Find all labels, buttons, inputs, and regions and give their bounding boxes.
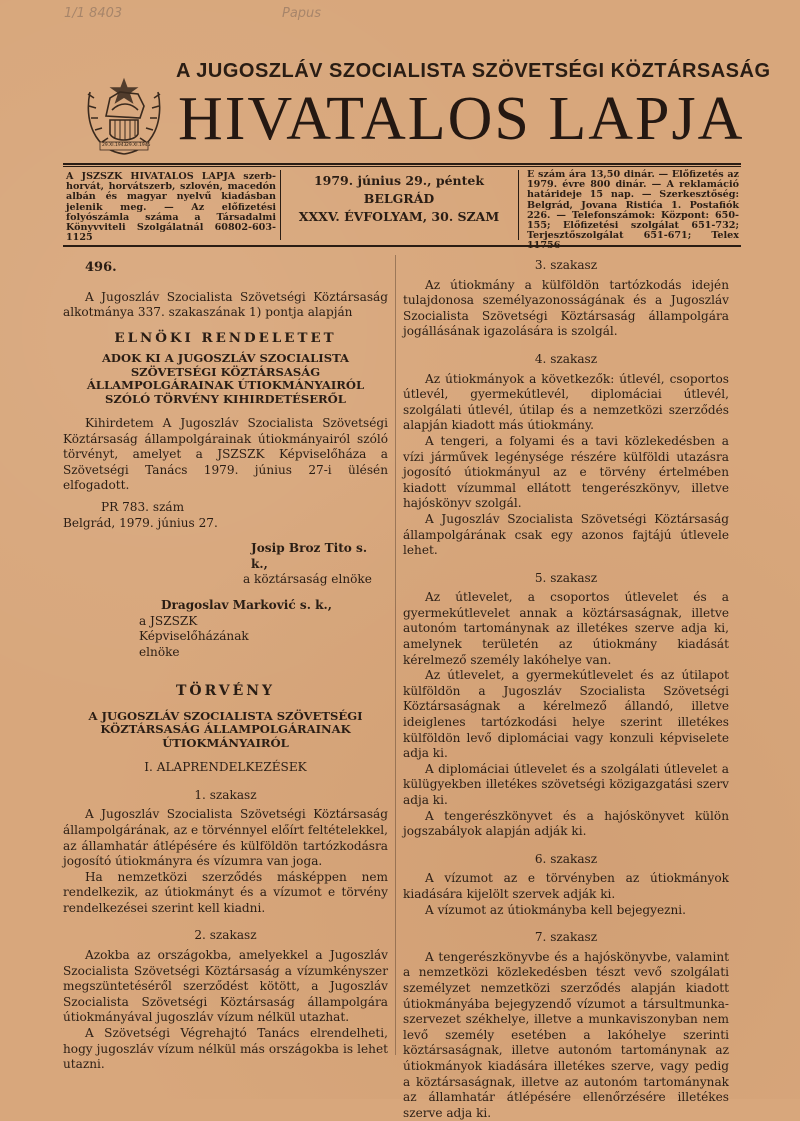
law-title: TÖRVÉNY <box>175 683 276 700</box>
header-bottom-rule <box>63 245 741 247</box>
section-5-paragraph-4: A tengerészkönyvet és a hajóskönyvet külön jogszabályok alapján adják ki. <box>403 808 729 839</box>
header-left-info: A JSZSZK HIVATALOS LAPJA szerb-horvát, horvátszerb, szlovén, macedón albán és magyar nyelvű kiadásban jelenik meg. — Az előfizetési folyószámla száma a Társadalmi Könyvviteli Szolgálatnál 60802-603-1125 <box>66 171 276 244</box>
section-1-label: 1. szakasz <box>194 787 257 802</box>
decree-heading: ADOK KI A JUGOSZLÁV SZOCIALISTA SZÖVETSÉGI KÖZTÁRSASÁG ÁLLAMPOLGÁRAINAK ÚTIOKMÁNYAIRÓL SZÓLÓ TÖRVÉNY KIHIRDETÉSERŐL <box>86 351 365 406</box>
place-date: Belgrád, 1979. június 27. <box>63 515 218 530</box>
part-1-heading: I. ALAPRENDELKEZÉSEK <box>144 760 307 775</box>
section-1-paragraph-2: Ha nemzetközi szerződés másképpen nem rendelkezik, az útiokmányt és a vízumot e törvény rendelkezései szerint kell kiadni. <box>63 869 388 915</box>
issue-city: BELGRÁD <box>363 191 435 206</box>
section-6-paragraph-2: A vízumot az útiokmányba kell bejegyezni. <box>425 902 687 917</box>
section-2-paragraph-2: A Szövetségi Végrehajtó Tanács elrendelheti, hogy jugoszláv vízum nélkül más országokba is lehet utazni. <box>63 1026 388 1072</box>
emblem-date-left: 29.XI.1943 <box>102 143 127 148</box>
header-right-info: E szám ára 13,50 dinár. — Előfizetés az 1979. évre 800 dinár. — A reklamáció határideje 15 nap. — Szerkesztőség: Belgrád, Jovana Ristića 1. Postafiók 226. — Telefonszámok: Központ: 650-155; Előfizetési szolgálat 651-732; Terjesztőszolgálat 651-671; Telex 11756 <box>527 169 739 252</box>
header-divider-left <box>280 170 281 240</box>
law-heading: A JUGOSZLÁV SZOCIALISTA SZÖVETSÉGI KÖZTÁRSASÁG ÁLLAMPOLGÁRAINAK ÚTIOKMÁNYAIRÓL <box>88 708 363 750</box>
signer-2-name: Dragoslav Marković s. k., <box>161 597 332 612</box>
pencil-note-number: 1/1 8403 <box>64 6 123 21</box>
issue-date: 1979. június 29., péntek <box>313 173 485 188</box>
masthead-country-line: A JUGOSZLÁV SZOCIALISTA SZÖVETSÉGI KÖZTÁRSASÁG <box>176 60 771 82</box>
state-emblem-icon <box>80 58 168 158</box>
section-3-label: 3. szakasz <box>534 258 598 272</box>
section-1-paragraph-1: A Jugoszláv Szocialista Szövetségi Köztársaság állampolgárának, az e törvénnyel előírt feltételekkel, az államhatár átlépésére és külföldön tartózkodásra jogosító útiokmányra és vízumra van joga. <box>63 807 388 869</box>
pr-number: PR 783. szám <box>101 499 185 514</box>
header-top-rule <box>63 163 741 165</box>
pencil-note-word: Papus <box>282 6 322 21</box>
left-column <box>63 258 388 1073</box>
issue-volume: XXXV. ÉVFOLYAM, 30. SZAM <box>298 209 500 224</box>
section-5-paragraph-3: A diplomáciai útlevelet és a szolgálati útlevelet a külügyekben illetékes szövetségi közigazgatási szerv adja ki. <box>403 761 729 807</box>
item-number: 496. <box>85 260 117 275</box>
section-4-paragraph-2: A tengeri, a folyami és a tavi közlekedésben a vízi járművek legénysége részére külföldi utazásra jogosító útiokmányul az e törvény értelmében kiadott vízummal ellátott tengerészkönyv, illetve hajóskönyv szolgál. <box>403 433 729 511</box>
section-3-paragraph-1: Az útiokmány a külföldön tartózkodás idején tulajdonosa személyazonosságának és a Jugoszláv Szocialista Szövetségi Köztársaság állampolgára jogállásának igazolására is szolgál. <box>403 277 729 339</box>
section-5-label: 5. szakasz <box>534 570 598 585</box>
section-6-paragraph-1: A vízumot az e törvényben az útiokmányok kiadására kijelölt szervek adják ki. <box>403 871 729 901</box>
promulgation-text: Kihirdetem A Jugoszláv Szocialista Szövetségi Köztársaság állampolgárainak útiokmányairól szóló törvényt, amelyet a JSZSZK Képviselőháza a Szövetségi Tanács 1979. június 27-i ülésén elfogadott. <box>63 416 388 493</box>
right-column <box>403 258 729 1121</box>
section-4-label: 4. szakasz <box>534 351 598 366</box>
signer-2-role: a JSZSZK Képviselőházának elnöke <box>139 613 249 659</box>
section-6-label: 6. szakasz <box>534 851 598 866</box>
emblem-date-right: 29.XI.1945 <box>126 143 151 148</box>
masthead-title: HIVATALOS LAPJA <box>178 85 745 153</box>
column-divider <box>395 255 396 1055</box>
signer-1-role: a köztársaság elnöke <box>243 572 372 587</box>
section-4-paragraph-1: Az útiokmányok a következők: útlevél, csoportos útlevél, gyermekútlevél, diplomáciai útlevél, szolgálati útlevél, útilap és a nemzetközi szerződés alapján kiadott más útiokmány. <box>403 371 729 433</box>
section-7-paragraph-1: A tengerészkönyvbe és a hajóskönyvbe, valamint a nemzetközi közlekedésben tészt vevő szolgálati személyzet nemzetközi szerződés alapján kiadott útiokmányába bejegyzendő vízumot a társultmunka-szervezet székhelye, illetve a munkaviszonyban nem levő személy esetében a lakóhelye szerinti köztársaságnak, illetve autonóm tartománynak az útiokmányok kiadására illetékes szerve, vagy pedig a köztársaságnak, illetve az autonóm tartománynak az államhatár átlépésére ellenőrzésére illetékes szerve adja ki. <box>403 949 729 1120</box>
signer-1-name: Josip Broz Tito s. k., <box>251 541 368 571</box>
section-2-paragraph-1: Azokba az országokba, amelyekkel a Jugoszláv Szocialista Szövetségi Köztársaság a vízumkényszer megszüntetéséről szerződést kötött, a Jugoszláv Szocialista Szövetségi Köztársaság állampolgára útiokmányával jugoszláv vízum nélkül utazhat. <box>63 948 388 1025</box>
header-divider-right <box>518 170 519 240</box>
section-7-label: 7. szakasz <box>534 930 598 945</box>
section-5-paragraph-2: Az útlevelet, a gyermekútlevelet és az útilapot külföldön a Jugoszláv Szocialista Szövetségi Köztársaságnak a kérelmező állandó, illetve ideiglenes tartózkodási helye szerint illetékes külföldön levő diplomáciai vagy konzuli képviselete adja ki. <box>403 668 729 761</box>
section-2-label: 2. szakasz <box>194 928 257 943</box>
intro-paragraph: A Jugoszláv Szocialista Szövetségi Köztársaság alkotmánya 337. szakaszának 1) pontja alapján <box>63 289 388 320</box>
decree-title: ELNÖKI RENDELETET <box>114 329 337 346</box>
header-issue-info <box>285 172 513 225</box>
section-5-paragraph-1: Az útlevelet, a csoportos útlevelet és a gyermekútlevelet annak a köztársaságnak, illetve autonóm tartománynak az illetékes szerve adja ki, amelynek területén az útiokmány kiadását kérelmező személy lakóhelye van. <box>403 590 729 667</box>
header-top-rule-thin <box>63 166 741 167</box>
section-4-paragraph-3: A Jugoszláv Szocialista Szövetségi Köztársaság állampolgárának csak egy azonos fajtájú útlevele lehet. <box>403 511 729 558</box>
